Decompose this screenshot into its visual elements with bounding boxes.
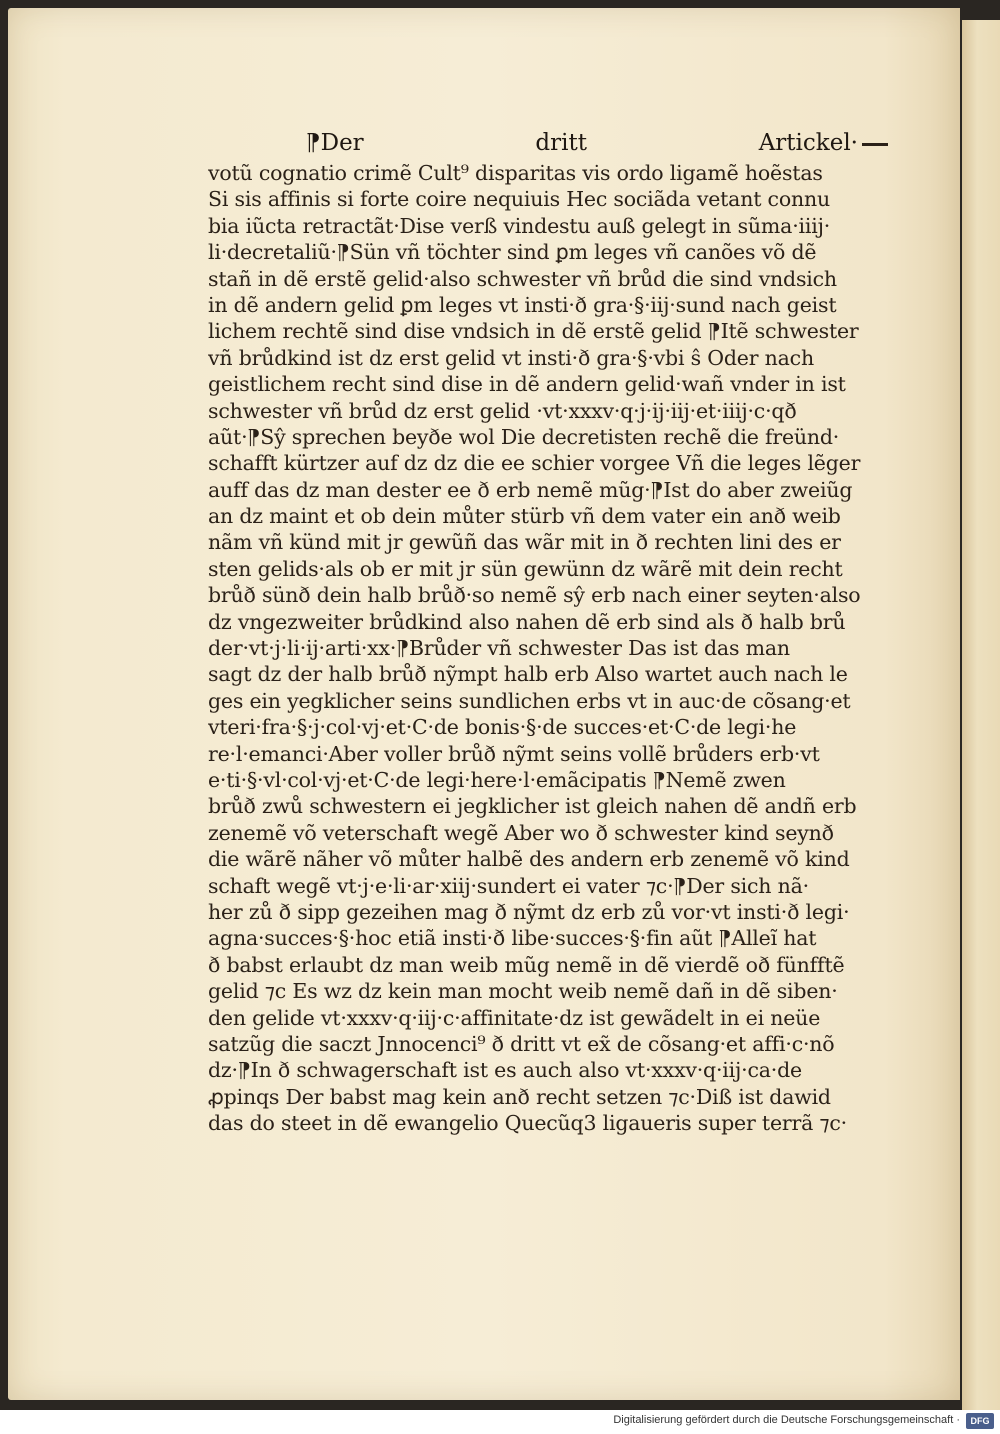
dfg-logo: DFG [966, 1413, 994, 1429]
text-line: ꝓpinqs Der babst mag kein anð recht setzen ⁊c·Diß ist dawid [208, 1084, 831, 1109]
text-line: das do steet in dẽ ewangelio Quecũq3 ligaueris super terrã ⁊c· [208, 1111, 847, 1136]
heading-right [759, 130, 888, 156]
text-line: dz·⁋In ð schwagerschaft ist es auch also vt·xxxv·q·iij·ca·de [208, 1058, 802, 1083]
text-line: votũ cognatio crimẽ Cult⁹ disparitas vis ordo ligamẽ hoẽstas [208, 161, 823, 185]
text-line: re·l·emanci·Aber voller brůð nỹmt seins vollẽ brůders erb·vt [208, 741, 820, 766]
text-line: nãm vñ künd mit jr gewũñ das wãr mit in ð rechten lini des er [208, 530, 841, 555]
text-line: lichem rechtẽ sind dise vndsich in dẽ erstẽ gelid ⁋Itẽ schwester [208, 319, 859, 344]
text-line: zenemẽ võ veterschaft wegẽ Aber wo ð schwester kind seynð [208, 820, 834, 845]
text-line: li·decretaliũ·⁋Sün vñ töchter sind ꝑm leges vñ canões võ dẽ [208, 240, 817, 265]
text-line: gelid ⁊c Es wz dz kein man mocht weib nemẽ dañ in dẽ siben· [208, 979, 838, 1004]
body-text [208, 160, 888, 1136]
heading-center: dritt [535, 130, 587, 156]
text-line: dz vngezweiter brůdkind also nahen dẽ erb sind als ð halb brů [208, 609, 846, 634]
text-line: Si sis affinis si forte coire nequiuis Hec sociãda vetant connu [208, 187, 830, 212]
text-line: an dz maint et ob dein můter stürb vñ dem vater ein anð weib [208, 504, 841, 529]
text-line: ges ein yegklicher seins sundlichen erbs vt in auc·de cõsang·et [208, 688, 851, 713]
heading-left: ⁋Der [306, 130, 364, 156]
text-line: brůð zwů schwestern ei jegklicher ist gleich nahen dẽ andñ erb [208, 794, 857, 819]
text-line: die wãrẽ nãher võ můter halbẽ des andern erb zenemẽ võ kind [208, 847, 850, 872]
next-page-edge [962, 20, 1000, 1410]
text-line: bia iũcta retractãt·Dise verß vindestu auß gelegt in sũma·iiij· [208, 213, 831, 238]
text-line: in dẽ andern gelid ꝑm leges vt insti·ð gra·§·iij·sund nach geist [208, 292, 837, 317]
text-line: stañ in dẽ erstẽ gelid·also schwester vñ brůd die sind vndsich [208, 266, 837, 291]
text-line: geistlichem recht sind dise in dẽ andern gelid·wañ vnder in ist [208, 372, 846, 397]
book-page [8, 8, 960, 1400]
text-line: her zů ð sipp gezeihen mag ð nỹmt dz erb zů vor·vt insti·ð legi· [208, 899, 850, 924]
text-line: schaft wegẽ vt·j·e·li·ar·xiij·sundert ei vater ⁊c·⁋Der sich nã· [208, 873, 809, 898]
heading-right-text: Artickel· [758, 130, 858, 156]
text-line: satzũg die saczt Jnnocenci⁹ ð dritt vt ex̃ de cõsang·et affi·c·nõ [208, 1031, 835, 1056]
running-heading [208, 126, 888, 160]
footer-bar [0, 1410, 1000, 1434]
text-line: der·vt·j·li·ij·arti·xx·⁋Brůder vñ schwester Das ist das man [208, 636, 790, 661]
text-block [208, 126, 888, 1136]
heading-rule [862, 143, 888, 146]
text-line: vteri·fra·§·j·col·vj·et·C·de bonis·§·de succes·et·C·de legi·he [208, 715, 797, 740]
text-line: schafft kürtzer auf dz dz die ee schier vorgee Vñ die leges lẽger [208, 451, 861, 476]
text-line: e·ti·§·vl·col·vj·et·C·de legi·here·l·emãcipatis ⁋Nemẽ zwen [208, 767, 786, 792]
text-line: sten gelids·als ob er mit jr sün gewünn dz wãrẽ mit dein recht [208, 556, 843, 581]
text-line: vñ brůdkind ist dz erst gelid vt insti·ð gra·§·vbi ŝ Oder nach [208, 345, 814, 370]
text-line: sagt dz der halb brůð nỹmpt halb erb Also wartet auch nach le [208, 662, 848, 687]
text-line: auff das dz man dester ee ð erb nemẽ mũg·⁋Ist do aber zweiũg [208, 477, 853, 502]
text-line: ð babst erlaubt dz man weib mũg nemẽ in dẽ vierdẽ oð fünfftẽ [208, 952, 845, 977]
text-line: agna·succes·§·hoc etiã insti·ð libe·succes·§·fin aũt ⁋Alleĩ hat [208, 926, 817, 951]
text-line: brůð sünð dein halb brůð·so nemẽ sŷ erb nach einer seyten·also [208, 583, 861, 608]
text-line: den gelide vt·xxxv·q·iij·c·affinitate·dz ist gewãdelt in ei neüe [208, 1005, 821, 1030]
text-line: aũt·⁋Sŷ sprechen beyðe wol Die decretisten rechẽ die freünd· [208, 424, 840, 449]
text-line: schwester vñ brůd dz erst gelid ·vt·xxxv·q·j·ij·iij·et·iiij·c·qð [208, 398, 797, 423]
funding-credit: Digitalisierung gefördert durch die Deutsche Forschungsgemeinschaft · [613, 1414, 960, 1426]
